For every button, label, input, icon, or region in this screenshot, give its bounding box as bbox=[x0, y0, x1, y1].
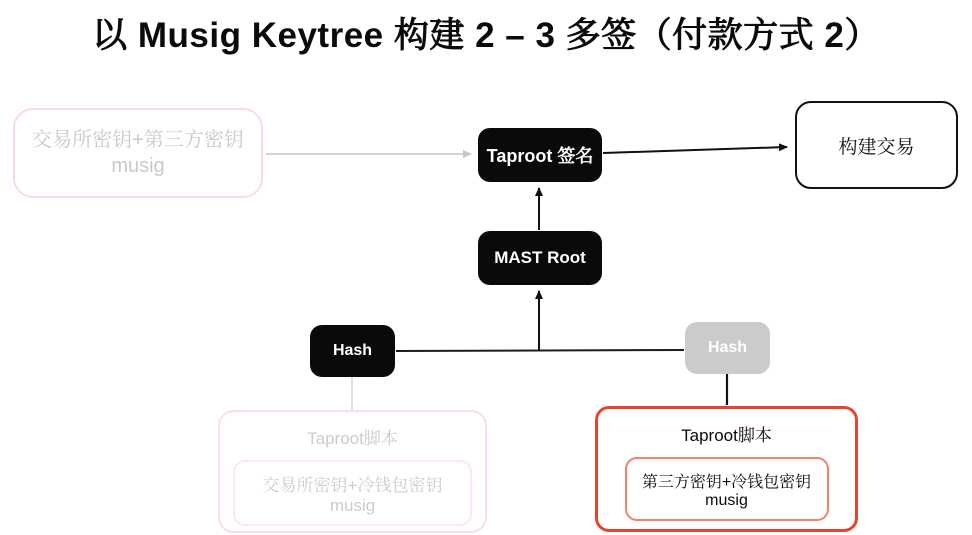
script-right-keys-label: 第三方密钥+冷钱包密钥 bbox=[641, 473, 812, 491]
node-build-transaction bbox=[795, 101, 958, 189]
node-hash-right bbox=[685, 322, 770, 374]
node-taproot-sign bbox=[478, 128, 602, 182]
taproot-script-right-title: Taproot脚本 bbox=[681, 426, 772, 445]
node-hash-left bbox=[310, 325, 395, 377]
hash-left-label: Hash bbox=[332, 342, 373, 359]
node-exchange-third-musig bbox=[13, 108, 263, 198]
mast-root-label: MAST Root bbox=[494, 248, 586, 267]
script-right-key-group bbox=[625, 457, 829, 521]
connector-hash-bus bbox=[396, 350, 684, 351]
taproot-script-left-title: Taproot脚本 bbox=[307, 429, 398, 448]
build-transaction-label: 构建交易 bbox=[838, 136, 915, 158]
exchange-third-musig-label: musig bbox=[111, 155, 165, 177]
taproot-sign-label: Taproot 签名 bbox=[486, 146, 594, 166]
diagram-title: 以 Musig Keytree 构建 2 – 3 多签（付款方式 2） bbox=[92, 16, 880, 55]
node-mast-root bbox=[478, 231, 602, 285]
node-taproot-script-left bbox=[218, 410, 487, 533]
node-taproot-script-right bbox=[595, 406, 858, 532]
connector-sign-to-buildtx bbox=[603, 147, 787, 153]
script-left-musig-label: musig bbox=[329, 495, 376, 515]
script-left-keys-label: 交易所密钥+冷钱包密钥 bbox=[262, 475, 443, 495]
exchange-third-keys-label: 交易所密钥+第三方密钥 bbox=[32, 129, 244, 151]
script-right-musig-label: musig bbox=[705, 491, 748, 509]
script-left-key-group bbox=[233, 460, 472, 526]
hash-right-label: Hash bbox=[707, 339, 748, 356]
